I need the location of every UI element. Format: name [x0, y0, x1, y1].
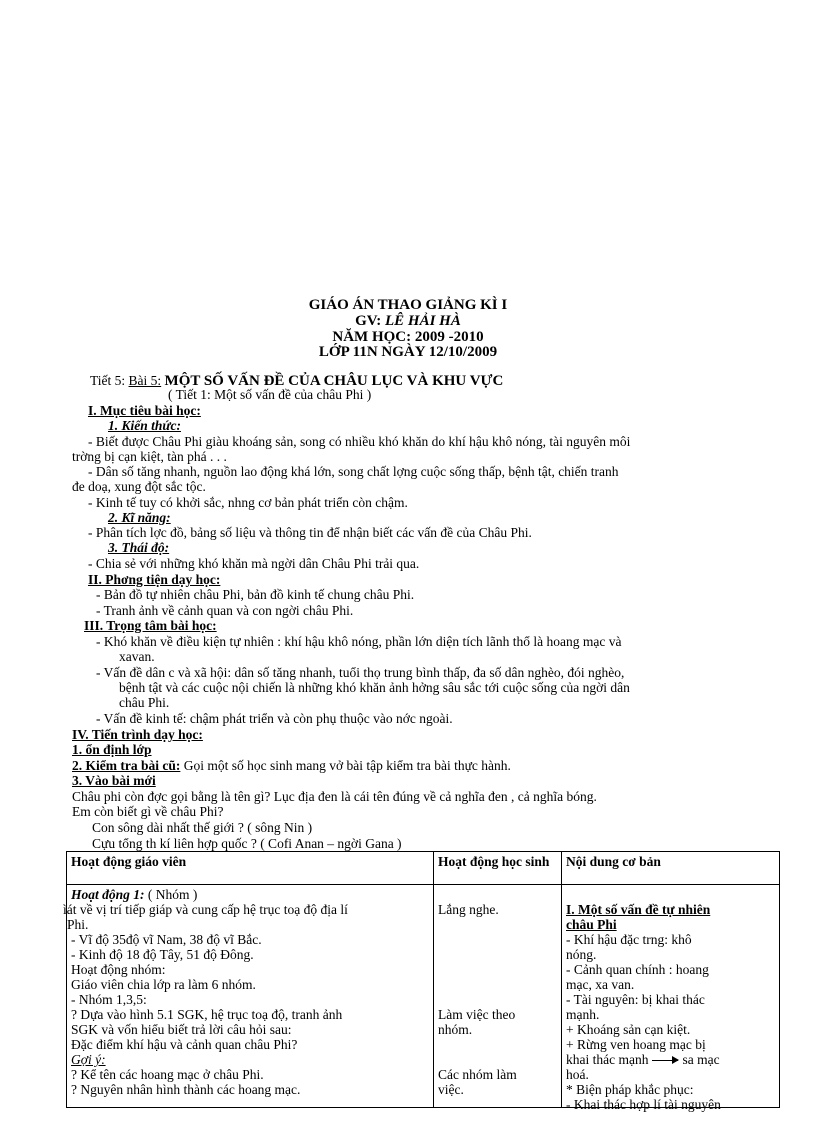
- teacher-line: Đặc điểm khí hậu và cảnh quan châu Phi?: [71, 1037, 298, 1052]
- knowledge-line: đe doạ, xung đột sắc tộc.: [72, 479, 206, 494]
- content-line: mạc, xa van.: [566, 977, 635, 992]
- content-line: - Khai thác hợp lí tài nguyên: [566, 1097, 721, 1112]
- section-objectives: I. Mục tiêu bài học:: [88, 403, 201, 418]
- student-line: Lắng nghe.: [438, 902, 499, 917]
- teacher-name: LÊ HẢI HÀ: [385, 313, 461, 329]
- focus-item: - Vấn đề dân c và xã hội: dân số tăng nhanh, tuổi thọ trung bình thấp, đa số dân nghèo, đói nghèo,: [96, 665, 625, 680]
- activity-table: [63, 851, 780, 1112]
- step-new-lesson: 3. Vào bài mới: [72, 773, 156, 788]
- focus-item-cont: châu Phi.: [119, 695, 170, 710]
- intro-line: Châu phi còn đợc gọi bằng là tên gì? Lục địa đen là cái tên đúng về cả nghĩa đen , cả nghĩa bóng.: [72, 789, 597, 804]
- lesson-number: Bài 5:: [128, 373, 162, 388]
- materials-item: - Bản đồ tự nhiên châu Phi, bản đồ kinh tế chung châu Phi.: [96, 587, 415, 602]
- teacher-line: ìát về vị trí tiếp giáp và cung cấp hệ trục toạ độ địa lí: [63, 902, 348, 917]
- teacher-line: ? Kể tên các hoang mạc ở châu Phi.: [71, 1067, 264, 1082]
- teacher-line: - Kinh độ 18 độ Tây, 51 độ Đông.: [71, 947, 254, 962]
- activity-mode: ( Nhóm ): [144, 887, 198, 902]
- student-spacer: [438, 1037, 557, 1052]
- teacher-line: - Vĩ độ 35độ vĩ Nam, 38 độ vĩ Bắc.: [71, 932, 262, 947]
- content-line: [566, 1052, 775, 1067]
- teacher-line: [250, 313, 566, 329]
- content-line: * Biện pháp khắc phục:: [566, 1082, 694, 1097]
- content-cell: [562, 885, 780, 1112]
- heading-attitude: 3. Thái độ:: [108, 540, 170, 555]
- content-title-cont: châu Phi: [566, 917, 617, 932]
- knowledge-line: trờng bị cạn kiệt, tàn phá . . .: [72, 449, 227, 464]
- content-text: sa mạc: [682, 1052, 720, 1067]
- activity-name: Hoạt động 1:: [71, 887, 145, 902]
- student-spacer: [438, 992, 557, 1007]
- hint-label: Gợi ý:: [71, 1052, 106, 1067]
- student-activity-cell: [434, 885, 562, 1108]
- step-review-label: 2. Kiểm tra bài cũ:: [72, 758, 181, 773]
- header-student-activity: Hoạt động học sinh: [434, 852, 562, 885]
- student-spacer: [438, 947, 557, 962]
- table-header-row: [67, 852, 780, 885]
- intro-line: Em còn biết gì về châu Phi?: [72, 804, 224, 819]
- content-line: hoá.: [566, 1067, 589, 1082]
- focus-item: - Khó khăn về điều kiện tự nhiên : khí hậu khô nóng, phần lớn diện tích lãnh thổ là hoang mạc và: [96, 634, 622, 649]
- knowledge-line: - Biết được Châu Phi giàu khoáng sản, song có nhiều khó khăn do khí hậu khô nóng, tài nguyên môi: [88, 434, 631, 449]
- student-spacer: [438, 962, 557, 977]
- header-content: Nội dung cơ bản: [562, 852, 780, 885]
- student-line: nhóm.: [438, 1022, 473, 1037]
- attitude-line: - Chia sẻ với những khó khăn mà ngời dân Châu Phi trải qua.: [88, 556, 420, 571]
- teacher-label: GV:: [355, 313, 382, 329]
- knowledge-line: - Kinh tế tuy có khởi sắc, nhng cơ bản phát triển còn chậm.: [88, 495, 408, 510]
- content-title: I. Một số vấn đề tự nhiên: [566, 902, 711, 917]
- heading-knowledge: 1. Kiến thức:: [108, 418, 181, 433]
- content-line: + Rừng ven hoang mạc bị: [566, 1037, 706, 1052]
- student-spacer: [438, 932, 557, 947]
- intro-line: Con sông dài nhất thế giới ? ( sông Nin ): [92, 820, 313, 835]
- header-teacher-activity: Hoạt động giáo viên: [67, 852, 434, 885]
- content-line: - Khí hậu đặc trng: khô: [566, 932, 692, 947]
- step-stabilize: 1. ổn định lớp: [72, 742, 152, 757]
- student-line: [438, 887, 557, 902]
- student-line: Các nhóm làm: [438, 1067, 517, 1082]
- step-review: [72, 758, 511, 773]
- student-line: Làm việc theo: [438, 1007, 516, 1022]
- student-spacer: [438, 977, 557, 992]
- student-spacer: [438, 1052, 557, 1067]
- header-title: GIÁO ÁN THAO GIẢNG KÌ I: [308, 297, 508, 313]
- content-line: - Cảnh quan chính : hoang: [566, 962, 709, 977]
- teacher-line: - Nhóm 1,3,5:: [71, 992, 147, 1007]
- lesson-period: Tiết 5:: [90, 373, 126, 388]
- knowledge-line: - Dân số tăng nhanh, nguồn lao động khá lớn, song chất lợng cuộc sống thấp, bệnh tật, chiến tranh: [88, 464, 619, 479]
- section-procedure: IV. Tiến trình dạy học:: [72, 727, 203, 742]
- teacher-line: ? Nguyên nhân hình thành các hoang mạc.: [71, 1082, 301, 1097]
- teacher-line: ? Dựa vào hình 5.1 SGK, hệ trục toạ độ, tranh ảnh: [71, 1007, 343, 1022]
- content-text: khai thác mạnh: [566, 1052, 649, 1067]
- class-date: LỚP 11N NGÀY 12/10/2009: [318, 344, 498, 360]
- intro-line: Cựu tổng th kí liên hợp quốc ? ( Cofi Anan – ngời Gana ): [92, 836, 402, 851]
- focus-item: - Vấn đề kinh tế: chậm phát triển và còn phụ thuộc vào nớc ngoài.: [96, 711, 453, 726]
- teacher-line: Giáo viên chia lớp ra làm 6 nhóm.: [71, 977, 256, 992]
- arrow-right-icon: [652, 1060, 678, 1061]
- skills-line: - Phân tích lợc đồ, bảng số liệu và thông tin để nhận biết các vấn đề của Châu Phi.: [88, 525, 532, 540]
- focus-item-cont: xavan.: [119, 649, 155, 664]
- section-focus: III. Trọng tâm bài học:: [84, 618, 217, 633]
- teacher-line: Hoạt động nhóm:: [71, 962, 166, 977]
- content-line: mạnh.: [566, 1007, 600, 1022]
- teacher-line: SGK và vốn hiểu biết trả lời câu hỏi sau:: [71, 1022, 292, 1037]
- content-line: - Tài nguyên: bị khai thác: [566, 992, 705, 1007]
- focus-item-cont: bệnh tật và các cuộc nội chiến là những khó khăn ảnh hởng sâu sắc tới cuộc sống của ngời dân: [119, 680, 630, 695]
- content-line: + Khoáng sản cạn kiệt.: [566, 1022, 691, 1037]
- heading-skills: 2. Kĩ năng:: [108, 510, 171, 525]
- step-review-text: Gọi một số học sinh mang vở bài tập kiểm tra bài thực hành.: [180, 758, 511, 773]
- content-title-spacer: [566, 887, 775, 902]
- lesson-title: MỘT SỐ VẤN ĐỀ CỦA CHÂU LỤC VÀ KHU VỰC: [164, 373, 504, 389]
- section-materials: II. Phơng tiện dạy học:: [88, 572, 221, 587]
- teacher-line: Phi.: [67, 917, 89, 932]
- student-spacer: [438, 917, 557, 932]
- activity-title: [71, 887, 429, 902]
- student-line: việc.: [438, 1082, 464, 1097]
- materials-item: - Tranh ảnh về cảnh quan và con ngời châu Phi.: [96, 603, 354, 618]
- lesson-subtitle: ( Tiết 1: Một số vấn đề của châu Phi ): [168, 387, 372, 402]
- content-line: nóng.: [566, 947, 597, 962]
- table-row: [67, 885, 780, 1108]
- teacher-activity-cell: [63, 885, 434, 1108]
- school-year: NĂM HỌC: 2009 -2010: [332, 329, 484, 345]
